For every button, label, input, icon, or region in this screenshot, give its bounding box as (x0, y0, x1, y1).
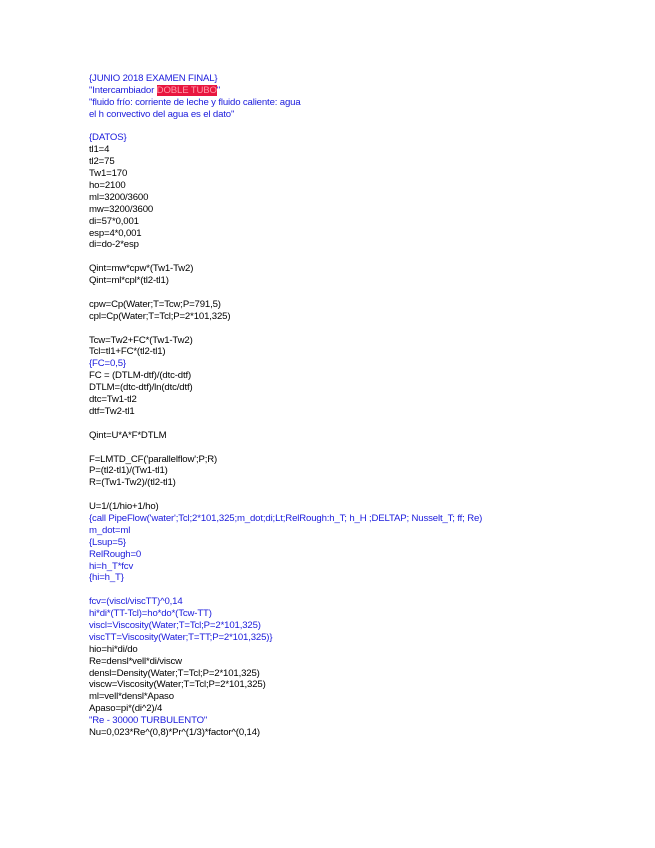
code-line: tl2=75 (89, 156, 115, 168)
code-line: ml=3200/3600 (89, 191, 149, 203)
code-line: {DATOS} (89, 132, 127, 144)
code-line: ho=2100 (89, 180, 126, 192)
code-line: R=(Tw1-Tw2)/(tl2-tl1) (89, 477, 176, 489)
code-line: Nu=0,023*Re^(0,8)*Pr^(1/3)*factor^(0,14) (89, 726, 260, 738)
code-line: viscw=Viscosity(Water;T=Tcl;P=2*101,325) (89, 679, 266, 691)
code-document (89, 73, 629, 739)
code-line: Qint=ml*cpl*(tl2-tl1) (89, 275, 169, 287)
blank-line (89, 323, 629, 335)
blank-line (89, 584, 629, 596)
code-line: hi=h_T*fcv (89, 560, 134, 572)
code-line: "fluido frío: corriente de leche y fluido caliente: agua (89, 96, 301, 108)
code-line: {call PipeFlow('water';Tcl;2*101,325;m_dot;di;Lt;RelRough:h_T; h_H ;DELTAP; Nusselt_T; ff; Re) (89, 512, 483, 524)
code-line: Qint=mw*cpw*(Tw1-Tw2) (89, 263, 194, 275)
code-line: P=(tl2-tl1)/(Tw1-tl1) (89, 465, 168, 477)
code-line: "Re - 30000 TURBULENTO" (89, 715, 208, 727)
code-line: {JUNIO 2018 EXAMEN FINAL} (89, 73, 218, 84)
blank-line (89, 121, 629, 133)
code-line: densl=Density(Water;T=Tcl;P=2*101,325) (89, 667, 260, 679)
code-line: {hi=h_T} (89, 572, 124, 584)
code-text: " (216, 84, 221, 96)
code-line: di=57*0,001 (89, 215, 139, 227)
code-line: U=1/(1/hio+1/ho) (89, 501, 159, 513)
code-line: DTLM=(dtc-dtf)/ln(dtc/dtf) (89, 382, 193, 394)
code-line: tl1=4 (89, 144, 110, 156)
code-line: cpl=Cp(Water;T=Tcl;P=2*101,325) (89, 310, 231, 322)
blank-line (89, 251, 629, 263)
blank-line (89, 418, 629, 430)
code-line: m_dot=ml (89, 524, 131, 536)
blank-line (89, 442, 629, 454)
code-line: {FC=0,5} (89, 358, 126, 370)
code-line: el h convectivo del agua es el dato" (89, 108, 235, 120)
code-text: "Intercambiador (89, 84, 157, 96)
code-line: Tw1=170 (89, 168, 128, 180)
code-line (89, 85, 629, 97)
code-line: dtf=Tw2-tl1 (89, 405, 135, 417)
code-line: ml=vell*densl*Apaso (89, 691, 174, 703)
blank-line (89, 287, 629, 299)
code-line: viscl=Viscosity(Water;T=Tcl;P=2*101,325) (89, 619, 261, 631)
code-line: fcv=(viscl/viscTT)^0,14 (89, 596, 183, 608)
code-line: di=do-2*esp (89, 239, 139, 251)
code-line: Re=densl*vell*di/viscw (89, 655, 182, 667)
highlighted-text: DOBLE TUBO (156, 84, 217, 96)
code-line: FC = (DTLM-dtf)/(dtc-dtf) (89, 370, 192, 382)
code-line: dtc=Tw1-tl2 (89, 394, 137, 406)
code-line: {Lsup=5} (89, 536, 126, 548)
code-line: viscTT=Viscosity(Water;T=TT;P=2*101,325)} (89, 631, 273, 643)
code-line: mw=3200/3600 (89, 203, 154, 215)
code-line: hi*di*(TT-Tcl)=ho*do*(Tcw-TT) (89, 608, 212, 620)
code-line: Tcl=tl1+FC*(tl2-tl1) (89, 346, 166, 358)
code-line: RelRough=0 (89, 548, 142, 560)
blank-line (89, 489, 629, 501)
code-line: esp=4*0,001 (89, 227, 142, 239)
code-line: Tcw=Tw2+FC*(Tw1-Tw2) (89, 334, 193, 346)
code-line: cpw=Cp(Water;T=Tcw;P=791,5) (89, 298, 221, 310)
code-line: hio=hi*di/do (89, 643, 138, 655)
code-line: F=LMTD_CF('parallelflow';P;R) (89, 453, 218, 465)
code-line: Qint=U*A*F*DTLM (89, 429, 167, 441)
code-line: Apaso=pi*(di^2)/4 (89, 703, 163, 715)
